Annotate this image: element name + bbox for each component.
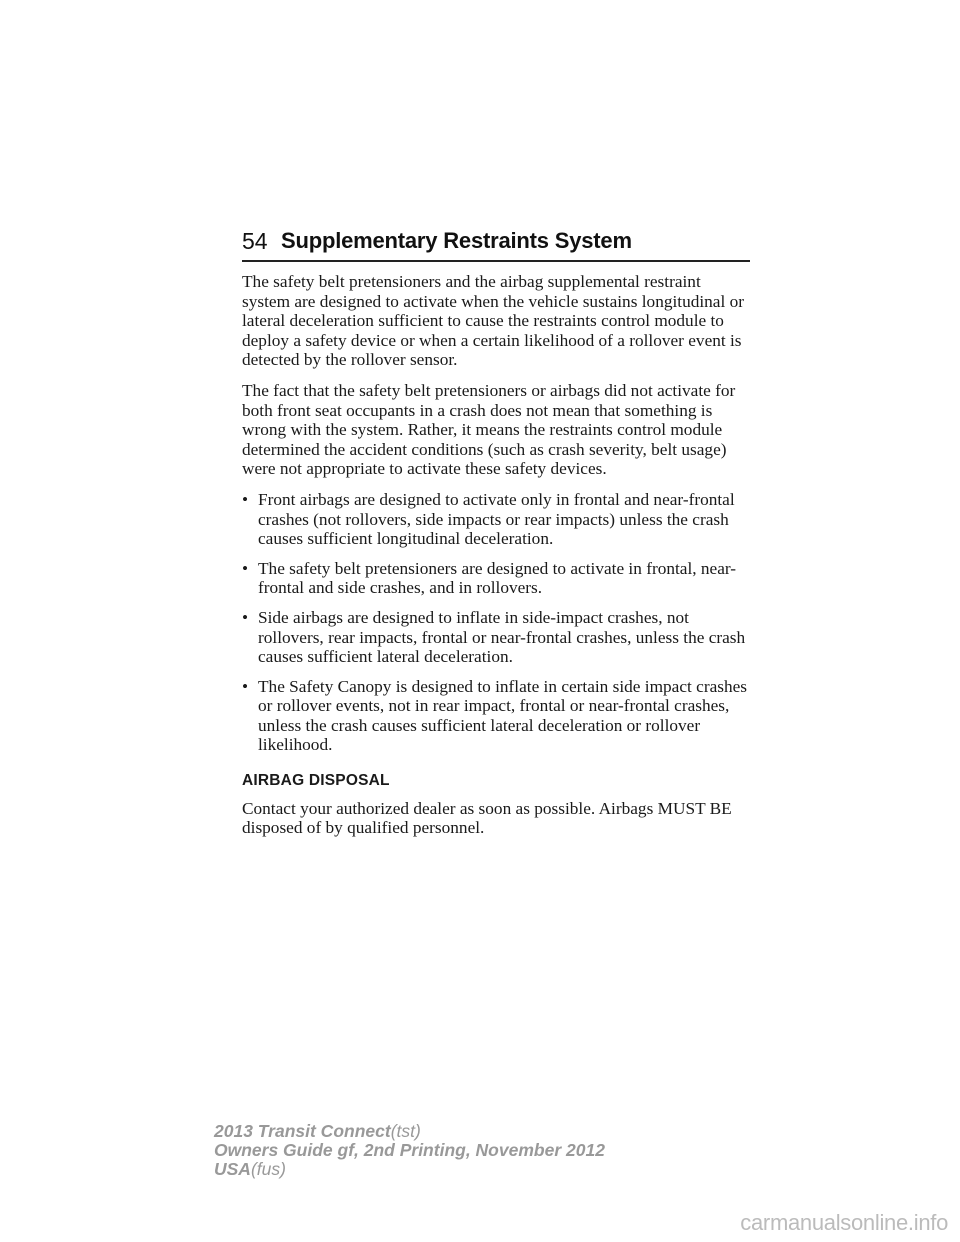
body-paragraph: Contact your authorized dealer as soon as possible. Airbags MUST BE disposed of by qualified personnel.: [242, 798, 732, 838]
page-footer: [214, 1122, 605, 1179]
bullet-list: [242, 490, 752, 755]
page-content: [242, 272, 752, 849]
body-paragraph: The safety belt pretensioners and the airbag supplemental restraint system are designed to activate when the vehicle sustains longitudinal or lateral deceleration sufficient to cause the restraints control module to deploy a safety device or when a certain likelihood of a rollover event is detected by the rollover sensor.: [242, 272, 744, 370]
subheading-airbag-disposal: AIRBAG DISPOSAL: [242, 772, 390, 790]
footer-model-code: (tst): [390, 1121, 421, 1141]
list-item: [242, 608, 752, 667]
list-item: [242, 559, 752, 598]
bullet-icon: •: [242, 607, 249, 627]
bullet-icon: •: [242, 489, 249, 509]
bullet-icon: •: [242, 558, 249, 578]
footer-line: Owners Guide gf, 2nd Printing, November 2012: [214, 1140, 605, 1160]
footer-line: [214, 1122, 605, 1141]
list-item-text: Side airbags are designed to inflate in side-impact crashes, not rollovers, rear impacts, frontal or near-frontal crashes, unless the crash causes sufficient lateral deceleration.: [258, 607, 746, 667]
list-item: [242, 677, 752, 755]
footer-market-code: (fus): [250, 1159, 286, 1179]
footer-market: USA: [214, 1159, 251, 1179]
bullet-icon: •: [242, 676, 249, 696]
list-item-text: Front airbags are designed to activate only in frontal and near-frontal crashes (not rollovers, side impacts or rear impacts) unless the crash causes sufficient longitudinal deceleration.: [258, 489, 735, 549]
list-item-text: The safety belt pretensioners are designed to activate in frontal, near-frontal and side crashes, and in rollovers.: [258, 558, 737, 598]
body-paragraph: The fact that the safety belt pretensioners or airbags did not activate for both front seat occupants in a crash does not mean that something is wrong with the system. Rather, it means the restraints control module determined the accident conditions (such as crash severity, belt usage) were not appropriate to activate these safety devices.: [242, 380, 736, 479]
footer-line: [214, 1160, 605, 1179]
watermark: carmanualsonline.info: [740, 1210, 948, 1235]
list-item: [242, 490, 752, 549]
page-header: [242, 228, 750, 262]
section-title: Supplementary Restraints System: [281, 228, 632, 253]
list-item-text: The Safety Canopy is designed to inflate in certain side impact crashes or rollover events, not in rear impact, frontal or near-frontal crashes, unless the crash causes sufficient lateral deceleration or rollover likelihood.: [258, 676, 748, 755]
footer-model: 2013 Transit Connect: [214, 1121, 391, 1141]
page-number: 54: [242, 228, 268, 254]
